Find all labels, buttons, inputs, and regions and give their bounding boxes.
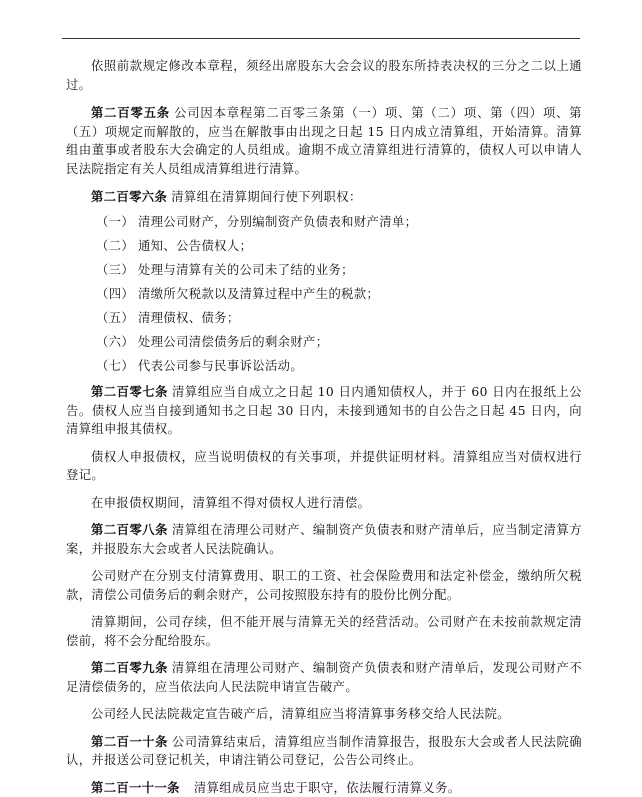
paragraph-text: 在申报债权期间，清算组不得对债权人进行清偿。 — [91, 496, 370, 510]
article-title: 第二百零八条 — [91, 522, 168, 537]
list-item — [66, 237, 582, 256]
paragraph-intro — [66, 57, 582, 94]
document-body — [66, 57, 582, 797]
item-number: （一） — [96, 213, 138, 232]
item-number: （六） — [96, 333, 138, 352]
article-title: 第二百一十一条 — [91, 780, 180, 795]
article-208 — [66, 521, 582, 558]
item-number: （二） — [96, 237, 138, 256]
article-text: 清算组应当自成立之日起 10 日内通知债权人，并于 60 日内在报纸上公告。债权人应当自接到通知书之日起 30 日内，未接到通知书的自公告之日起 45 日内，向清算组申报其债权。 — [66, 385, 582, 436]
article-209 — [66, 659, 582, 696]
paragraph-209b — [66, 705, 582, 724]
item-number: （五） — [96, 309, 138, 328]
item-text: 通知、公告债权人； — [138, 239, 252, 253]
paragraph-text: 依照前款规定修改本章程，须经出席股东大会会议的股东所持表决权的三分之二以上通过。 — [66, 59, 582, 92]
paragraph-207b — [66, 448, 582, 485]
header-rule — [62, 38, 580, 39]
paragraph-208b — [66, 567, 582, 604]
list-item — [66, 285, 582, 304]
article-205 — [66, 104, 582, 178]
article-title: 第二百零六条 — [91, 189, 167, 204]
item-number: （七） — [96, 357, 138, 376]
article-text: 清算组在清算期间行使下列职权： — [171, 190, 361, 204]
item-text: 清理公司财产，分别编制资产负债表和财产清单； — [138, 215, 417, 229]
list-item — [66, 261, 582, 280]
list-item — [66, 213, 582, 232]
paragraph-207c — [66, 494, 582, 513]
paragraph-text: 公司财产在分别支付清算费用、职工的工资、社会保险费用和法定补偿金，缴纳所欠税款，清偿公司债务后的剩余财产，公司按照股东持有的股份比例分配。 — [66, 569, 582, 602]
paragraph-text: 清算期间，公司存续，但不能开展与清算无关的经营活动。公司财产在未按前款规定清偿前，将不会分配给股东。 — [66, 615, 582, 648]
item-text: 处理公司清偿债务后的剩余财产； — [138, 335, 328, 349]
list-item — [66, 309, 582, 328]
article-text: 清算组在清理公司财产、编制资产负债表和财产清单后，应当制定清算方案，并报股东大会或者人民法院确认。 — [66, 523, 582, 556]
item-number: （三） — [96, 261, 138, 280]
list-item — [66, 333, 582, 352]
paragraph-text: 债权人申报债权，应当说明债权的有关事项，并提供证明材料。清算组应当对债权进行登记。 — [66, 450, 582, 483]
paragraph-text: 公司经人民法院裁定宣告破产后，清算组应当将清算事务移交给人民法院。 — [91, 707, 510, 721]
article-211 — [66, 779, 582, 797]
article-210 — [66, 733, 582, 770]
article-title: 第二百零七条 — [91, 384, 168, 399]
article-text: 公司清算结束后，清算组应当制作清算报告，报股东大会或者人民法院确认，并报送公司登记机关，申请注销公司登记，公告公司终止。 — [66, 735, 582, 768]
paragraph-208c — [66, 613, 582, 650]
item-text: 清理债权、债务； — [138, 311, 240, 325]
article-text: 清算组在清理公司财产、编制资产负债表和财产清单后，发现公司财产不足清偿债务的，应当依法向人民法院申请宣告破产。 — [66, 661, 582, 694]
item-text: 处理与清算有关的公司未了结的业务； — [138, 263, 354, 277]
article-title: 第二百一十条 — [91, 734, 168, 749]
article-206 — [66, 188, 582, 207]
article-title: 第二百零九条 — [91, 660, 168, 675]
article-title: 第二百零五条 — [91, 105, 170, 120]
article-207 — [66, 383, 582, 439]
article-text: 清算组成员应当忠于职守，依法履行清算义务。 — [194, 781, 461, 795]
article-text: 公司因本章程第二百零三条第（一）项、第（二）项、第（四）项、第（五）项规定而解散的，应当在解散事由出现之日起 15 日内成立清算组，开始清算。清算组由董事或者股东大会确定的人员组成。逾期不成立清算组进行清算的，债权人可以申请人民法院指定有关人员组成清算组进行清算。 — [66, 106, 582, 176]
item-text: 清缴所欠税款以及清算过程中产生的税款； — [138, 287, 379, 301]
item-text: 代表公司参与民事诉讼活动。 — [138, 359, 303, 373]
list-item — [66, 357, 582, 376]
item-number: （四） — [96, 285, 138, 304]
